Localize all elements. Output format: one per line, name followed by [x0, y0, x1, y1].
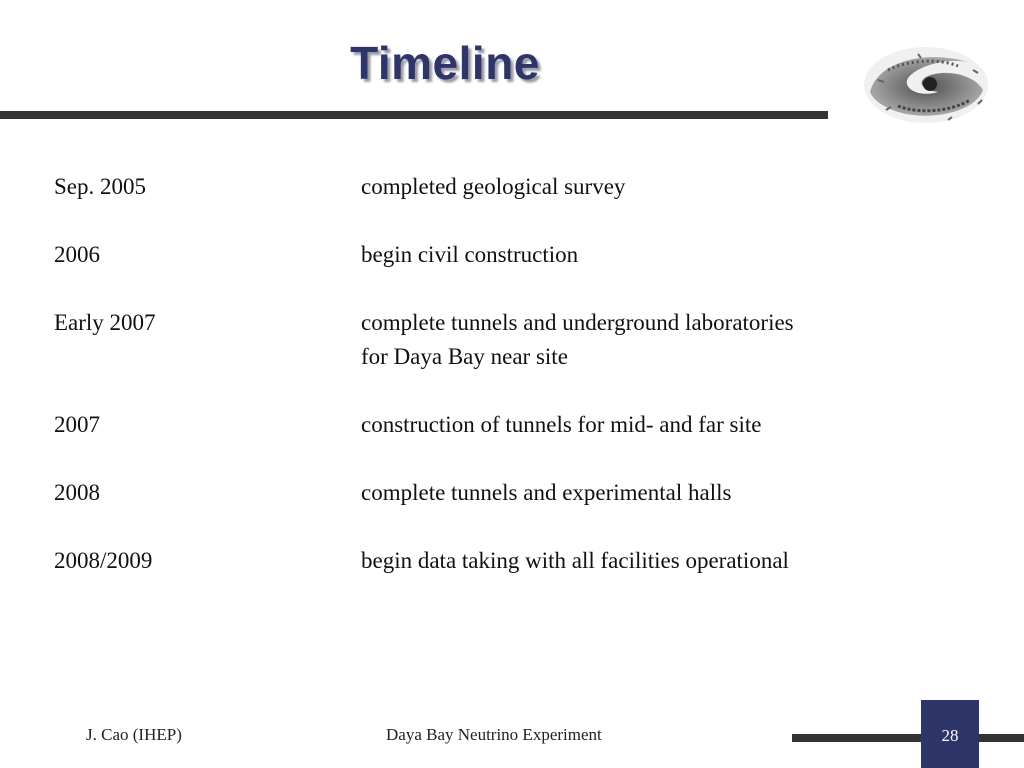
timeline-description-line: completed geological survey: [361, 174, 626, 199]
page-number: 28: [941, 726, 959, 745]
ihep-swirl-logo-icon: [858, 40, 993, 130]
timeline-description: [361, 306, 954, 374]
timeline-entry: [54, 170, 954, 204]
timeline-entry: [54, 544, 954, 578]
timeline-description-line: complete tunnels and experimental halls: [361, 480, 732, 505]
timeline-date: 2008/2009: [54, 548, 153, 573]
footer-author: J. Cao (IHEP): [86, 725, 182, 744]
slide-title: Timeline: [350, 37, 540, 89]
timeline-description-line: complete tunnels and underground laboratories: [361, 310, 794, 335]
footer-divider: [792, 734, 1024, 742]
title-divider: [0, 111, 828, 119]
timeline-description: [361, 408, 954, 442]
timeline-date: 2007: [54, 412, 100, 437]
timeline-description: [361, 544, 954, 578]
timeline-date: 2008: [54, 480, 100, 505]
timeline-description-line: for Daya Bay near site: [361, 344, 568, 369]
timeline-description-line: begin civil construction: [361, 242, 579, 267]
timeline-description: [361, 476, 954, 510]
timeline-description: [361, 170, 954, 204]
timeline-entry: [54, 408, 954, 442]
timeline-date: Sep. 2005: [54, 174, 146, 199]
footer-presentation-title: Daya Bay Neutrino Experiment: [386, 725, 602, 744]
timeline-list: [54, 170, 954, 612]
timeline-entry: [54, 306, 954, 374]
timeline-entry: [54, 238, 954, 272]
timeline-description: [361, 238, 954, 272]
timeline-date: 2006: [54, 242, 100, 267]
timeline-description-line: construction of tunnels for mid- and far site: [361, 412, 762, 437]
timeline-date: Early 2007: [54, 310, 156, 335]
timeline-description-line: begin data taking with all facilities operational: [361, 548, 789, 573]
timeline-entry: [54, 476, 954, 510]
